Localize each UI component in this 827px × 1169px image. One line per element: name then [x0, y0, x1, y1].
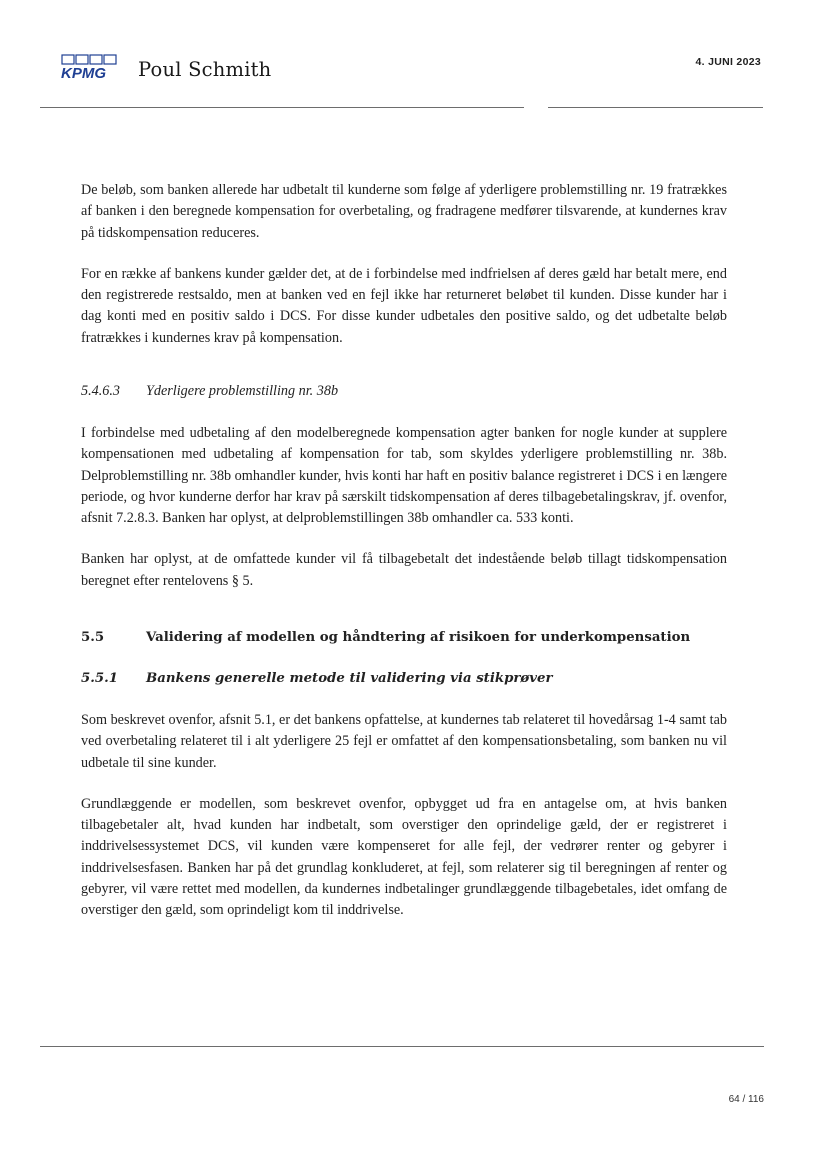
section-title: Yderligere problemstilling nr. 38b	[146, 383, 339, 399]
footer-divider	[40, 1046, 764, 1047]
section-number: 5.4.6.3	[81, 383, 121, 399]
section-number: 5.5.1	[81, 671, 119, 686]
page-number: 64 / 116	[728, 1094, 764, 1105]
body-block-3	[81, 710, 727, 942]
svg-text:KPMG: KPMG	[61, 65, 106, 80]
section-title: Validering af modellen og håndtering af risikoen for underkompensation	[146, 630, 691, 645]
body-block-1	[81, 180, 727, 369]
paragraph: Som beskrevet ovenfor, afsnit 5.1, er det bankens opfattelse, at kundernes tab relateret til hovedårsag 1-4 samt tab ved overbetaling relateret til i alt yderligere 25 fejl er omfattet af den kompensationsbetaling, som banken nu vil udbetale til sine kunder.	[81, 712, 727, 771]
firm-name: Poul Schmith	[138, 58, 272, 81]
kpmg-logo	[60, 54, 120, 80]
document-date: 4. JUNI 2023	[695, 56, 761, 68]
section-heading-55	[81, 630, 690, 645]
section-number: 5.5	[81, 630, 105, 645]
paragraph: Grundlæggende er modellen, som beskrevet ovenfor, opbygget ud fra en antagelse om, at hvis banken tilbagebetaler alt, hvad kunden har indbetalt, som overstiger den oprindelige gæld, der er registreret i inddrivelsessystemet DCS, vil kunden være kompenseret for alle fejl, der vedrører renter og gebyrer i inddrivelsesfasen. Banken har på det grundlag konkluderet, at fejl, som relaterer sig til beregningen af renter og gebyrer, vil være rettet med modellen, da kundernes indbetalinger grundlæggende tilbagebetales, idet omfang de overstiger den gæld, som oprindeligt kom til inddrivelse.	[81, 795, 727, 919]
body-block-2	[81, 423, 727, 612]
paragraph: Banken har oplyst, at de omfattede kunder vil få tilbagebetalt det indestående beløb tillagt tidskompensation beregnet efter rentelovens § 5.	[81, 551, 727, 589]
header-divider-left	[40, 107, 524, 108]
header-divider-right	[548, 107, 763, 108]
paragraph: De beløb, som banken allerede har udbetalt til kunderne som følge af yderligere problemstilling nr. 19 fratrækkes af banken i den beregnede kompensation for overbetaling, og fradragene medfører tilsvarende, at kundernes krav på tidskompensation reduceres.	[81, 182, 727, 241]
paragraph: For en række af bankens kunder gælder det, at de i forbindelse med indfrielsen af deres gæld har betalt mere, end den registrerede restsaldo, men at banken ved en fejl ikke har returneret beløbet til kunden. Disse kunder har i dag konti med en positiv saldo i DCS. For disse kunder udbetales den positive saldo, og det udbetalte beløb fratrækkes i kundernes krav på kompensation.	[81, 265, 727, 346]
section-heading-5463	[81, 383, 338, 400]
section-title: Bankens generelle metode til validering via stikprøver	[146, 671, 553, 686]
section-heading-551	[81, 671, 552, 686]
paragraph: I forbindelse med udbetaling af den modelberegnede kompensation agter banken for nogle kunder at supplere kompensationen med udbetaling af kompensation for tab, som skyldes yderligere problemstilling nr. 38b. Delproblemstilling nr. 38b omhandler kunder, hvis konti har haft en positiv balance registreret i DCS i en længere periode, og hvor kunderne derfor har krav på særskilt tidskompensation af deres tilbagebetalingskrav, jf. ovenfor, afsnit 7.2.8.3. Banken har oplyst, at delproblemstillingen 38b omhandler ca. 533 konti.	[81, 425, 728, 527]
